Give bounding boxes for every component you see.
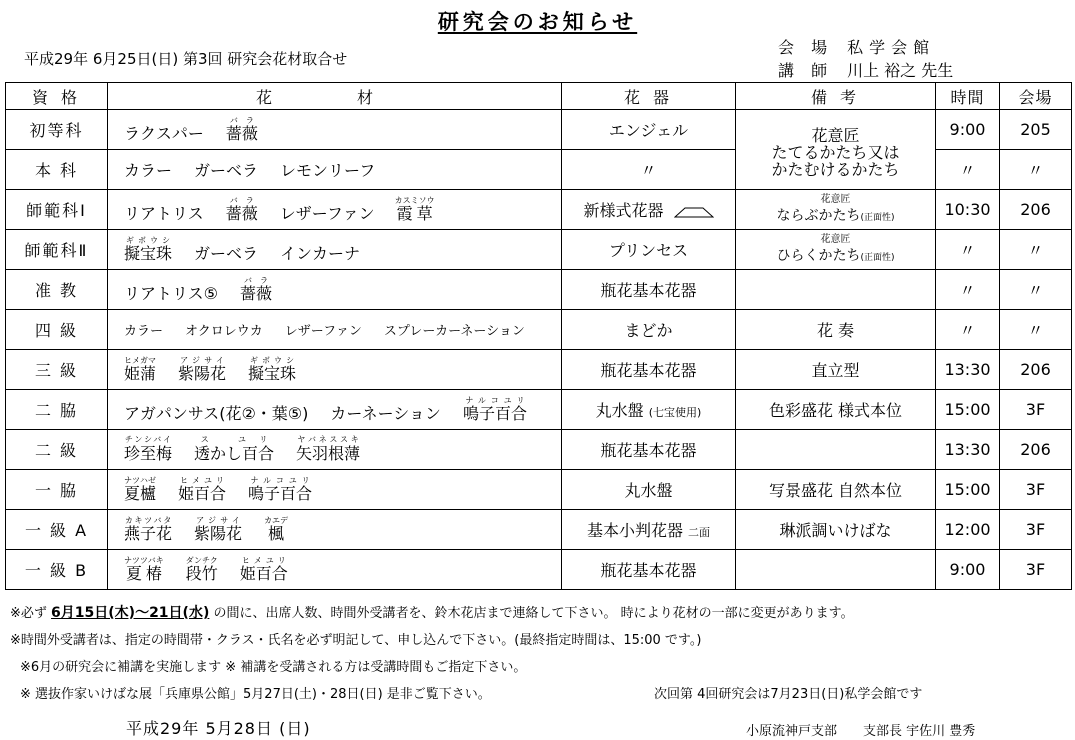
header-flowers: 花 材 xyxy=(108,83,562,110)
table-row xyxy=(6,390,1072,430)
vase-cell xyxy=(562,390,736,430)
flower-name: リアトリス⑤ xyxy=(124,283,219,303)
footer-line-1-post: の間に、出席人数、時間外受講者を、鈴木花店まで連絡して下さい。 時により花材の一部に変更があります。 xyxy=(213,606,854,621)
venue-label: 会 場 xyxy=(778,38,834,57)
vase-cell xyxy=(562,190,736,230)
footer-line-2: ※時間外受講者は、指定の時間帯・クラス・氏名を必ず明記して、申し込んで下さい。(最終指定時間は、15:00 です。) xyxy=(10,633,702,648)
notes-cell: 直立型 xyxy=(736,350,936,390)
notes-cell: 花 奏 xyxy=(736,310,936,350)
time-cell: 〃 xyxy=(936,230,1000,270)
flower-name: 薔薇バラ xyxy=(225,115,258,143)
flower-name: カーネーション xyxy=(330,403,441,423)
venue-block xyxy=(778,36,953,82)
footer-line-1 xyxy=(10,602,854,622)
qualification-cell: 師範科Ⅰ xyxy=(6,190,108,230)
footer-line-4-left: ※ 選抜作家いけばな展「兵庫県公館」5月27日(土)・28日(日) 是非ご覧下さい。 xyxy=(20,687,491,702)
notes-main: ひらくかたち xyxy=(776,248,861,264)
room-cell: 〃 xyxy=(1000,150,1072,190)
room-cell: 3F xyxy=(1000,550,1072,590)
room-cell: 〃 xyxy=(1000,230,1072,270)
room-cell: 3F xyxy=(1000,510,1072,550)
table-header-row xyxy=(6,83,1072,110)
table-row xyxy=(6,310,1072,350)
flower-name: 夏椿ナツツバキ xyxy=(124,555,164,583)
flowers-cell xyxy=(108,390,562,430)
qualification-cell: 二 級 xyxy=(6,430,108,470)
vase-cell xyxy=(562,310,736,350)
notes-cell: 色彩盛花 様式本位 xyxy=(736,390,936,430)
flowers-cell xyxy=(108,230,562,270)
vase-note: (七宝使用) xyxy=(648,406,702,419)
flowers-cell xyxy=(108,190,562,230)
flowers-cell xyxy=(108,110,562,150)
vase-name: 瓶花基本花器 xyxy=(600,441,697,460)
vase-name: 新様式花器 xyxy=(583,201,664,220)
vase-name: 〃 xyxy=(640,161,657,180)
flower-name: レザーファン xyxy=(284,324,362,339)
notes-cell xyxy=(736,430,936,470)
header-vase: 花 器 xyxy=(562,83,736,110)
header-notes: 備 考 xyxy=(736,83,936,110)
contact-period: 6月15日(木)〜21日(水) xyxy=(51,605,210,621)
flower-name: 紫陽花アジサイ xyxy=(178,355,227,383)
notes-cell: 琳派調いけばな xyxy=(736,510,936,550)
vase-cell xyxy=(562,430,736,470)
notes-cell xyxy=(736,230,936,270)
flower-name: ラクスパー xyxy=(124,123,204,143)
vase-cell xyxy=(562,110,736,150)
flower-name: アガパンサス(花②・葉⑤) xyxy=(124,403,309,423)
flower-name: インカーナ xyxy=(280,243,361,263)
flower-name: 霞草カスミソウ xyxy=(394,195,435,223)
flower-name: 楓カエデ xyxy=(264,515,289,543)
qualification-cell: 一 級 A xyxy=(6,510,108,550)
flowers-cell xyxy=(108,510,562,550)
time-cell: 13:30 xyxy=(936,430,1000,470)
vase-name: エンジェル xyxy=(608,121,689,140)
lecturer-value: 川上 裕之 先生 xyxy=(847,61,954,80)
vase-note: 二面 xyxy=(688,526,711,539)
merged-note-line: かたむけるかたち xyxy=(771,160,900,179)
vase-cell xyxy=(562,510,736,550)
room-cell: 206 xyxy=(1000,190,1072,230)
qualification-cell: 四 級 xyxy=(6,310,108,350)
flower-name: 透かし百合ス ユリ xyxy=(194,435,275,463)
vase-cell xyxy=(562,150,736,190)
qualification-cell: 一 脇 xyxy=(6,470,108,510)
flowers-cell xyxy=(108,550,562,590)
flower-name: スプレーカーネーション xyxy=(383,324,525,339)
notes-main: ならぶかたち xyxy=(776,208,861,224)
vase-shape-icon xyxy=(674,206,714,218)
flowers-cell xyxy=(108,470,562,510)
room-cell: 206 xyxy=(1000,430,1072,470)
time-cell: 15:00 xyxy=(936,390,1000,430)
qualification-cell: 初等科 xyxy=(6,110,108,150)
flowers-cell xyxy=(108,310,562,350)
flowers-cell xyxy=(108,350,562,390)
notes-cell xyxy=(736,190,936,230)
page-title: 研究会のお知らせ xyxy=(437,10,638,34)
room-cell: 〃 xyxy=(1000,310,1072,350)
vase-name: 基本小判花器 xyxy=(586,521,683,540)
flower-name: 段竹ダンチク xyxy=(185,555,218,583)
qualification-cell: 師範科Ⅱ xyxy=(6,230,108,270)
flower-name: カラー xyxy=(124,161,173,180)
flower-name: リアトリス xyxy=(124,203,204,223)
flower-name: ガーベラ xyxy=(194,161,259,180)
flower-name: 姫百合ヒメユリ xyxy=(178,475,227,503)
vase-name: 丸水盤 xyxy=(624,481,673,500)
vase-cell xyxy=(562,230,736,270)
table-row xyxy=(6,110,1072,150)
vase-cell xyxy=(562,470,736,510)
room-cell: 3F xyxy=(1000,470,1072,510)
room-cell: 〃 xyxy=(1000,270,1072,310)
flowers-cell xyxy=(108,270,562,310)
flower-name: 紫陽花アジサイ xyxy=(194,515,243,543)
time-cell: 13:30 xyxy=(936,350,1000,390)
venue-value: 私学会館 xyxy=(847,38,936,57)
time-cell: 9:00 xyxy=(936,110,1000,150)
room-cell: 3F xyxy=(1000,390,1072,430)
header-time: 時間 xyxy=(936,83,1000,110)
table-row xyxy=(6,190,1072,230)
time-cell: 15:00 xyxy=(936,470,1000,510)
flower-name: 鳴子百合ナルコユリ xyxy=(248,475,313,503)
notes-small: 花意匠 xyxy=(820,234,851,245)
table-row xyxy=(6,550,1072,590)
header-qualification: 資 格 xyxy=(6,83,108,110)
room-cell: 206 xyxy=(1000,350,1072,390)
notes-small: 花意匠 xyxy=(820,194,851,205)
lecturer-label: 講 師 xyxy=(778,61,834,80)
flower-name: 薔薇バラ xyxy=(240,275,273,303)
flower-name: レモンリーフ xyxy=(280,161,376,180)
qualification-cell: 三 級 xyxy=(6,350,108,390)
table-row xyxy=(6,270,1072,310)
meeting-line: 平成29年 6月25日(日) 第3回 研究会花材取合せ xyxy=(24,50,348,68)
table-row xyxy=(6,350,1072,390)
time-cell: 〃 xyxy=(936,270,1000,310)
signature: 小原流神戸支部 支部長 宇佐川 豊秀 xyxy=(746,724,976,739)
flower-name: 薔薇バラ xyxy=(225,195,258,223)
vase-name: 瓶花基本花器 xyxy=(600,281,697,300)
flower-name: 姫百合ヒメユリ xyxy=(239,555,288,583)
footer-line-1-pre: ※必ず xyxy=(10,606,47,621)
table-row xyxy=(6,510,1072,550)
vase-cell xyxy=(562,350,736,390)
vase-cell xyxy=(562,550,736,590)
notes-tag: (正面性) xyxy=(860,213,895,223)
time-cell: 12:00 xyxy=(936,510,1000,550)
flower-name: カラー xyxy=(124,324,164,339)
footer-line-3: ※6月の研究会に補講を実施します ※ 補講を受講される方は受講時間もご指定下さい。 xyxy=(20,660,527,675)
vase-cell xyxy=(562,270,736,310)
flower-name: 燕子花カキツバタ xyxy=(124,515,173,543)
table-row xyxy=(6,230,1072,270)
table-row xyxy=(6,430,1072,470)
flowers-cell xyxy=(108,150,562,190)
table-row xyxy=(6,470,1072,510)
flower-name: 擬宝珠ギボウシ xyxy=(248,355,297,383)
merged-note-line: たてるかたち又は xyxy=(771,143,900,162)
time-cell: 9:00 xyxy=(936,550,1000,590)
room-cell: 205 xyxy=(1000,110,1072,150)
vase-name: 瓶花基本花器 xyxy=(600,361,697,380)
header-room: 会場 xyxy=(1000,83,1072,110)
vase-name: 瓶花基本花器 xyxy=(600,561,697,580)
flower-name: 擬宝珠ギボウシ xyxy=(124,235,173,263)
qualification-cell: 准 教 xyxy=(6,270,108,310)
time-cell: 〃 xyxy=(936,310,1000,350)
flower-name: ガーベラ xyxy=(194,243,259,263)
qualification-cell: 一 級 B xyxy=(6,550,108,590)
time-cell: 10:30 xyxy=(936,190,1000,230)
issue-date: 平成29年 5月28日 (日) xyxy=(126,719,311,738)
flower-name: レザーファン xyxy=(279,203,375,223)
vase-name: プリンセス xyxy=(608,241,689,260)
flower-name: オクロレウカ xyxy=(185,324,263,339)
qualification-cell: 本 科 xyxy=(6,150,108,190)
vase-name: まどか xyxy=(624,321,673,340)
time-cell: 〃 xyxy=(936,150,1000,190)
flower-name: 鳴子百合ナルコユリ xyxy=(462,395,527,423)
notes-cell-merged xyxy=(736,110,936,190)
flowers-cell xyxy=(108,430,562,470)
merged-note-line: 花意匠 xyxy=(811,126,860,145)
flower-name: 矢羽根薄ヤバネススキ xyxy=(296,435,361,463)
notes-cell: 写景盛花 自然本位 xyxy=(736,470,936,510)
footer-line-4-right: 次回第 4回研究会は7月23日(日)私学会館です xyxy=(654,687,923,702)
vase-name: 丸水盤 xyxy=(595,401,644,420)
qualification-cell: 二 脇 xyxy=(6,390,108,430)
schedule-table xyxy=(5,82,1072,590)
flower-name: 姫蒲ヒメガマ xyxy=(124,355,157,383)
notes-cell xyxy=(736,550,936,590)
flower-name: 夏櫨ナツハゼ xyxy=(124,475,157,503)
notes-cell xyxy=(736,270,936,310)
flower-name: 珍至梅チンシバイ xyxy=(124,435,173,463)
notes-tag: (正面性) xyxy=(860,253,895,263)
